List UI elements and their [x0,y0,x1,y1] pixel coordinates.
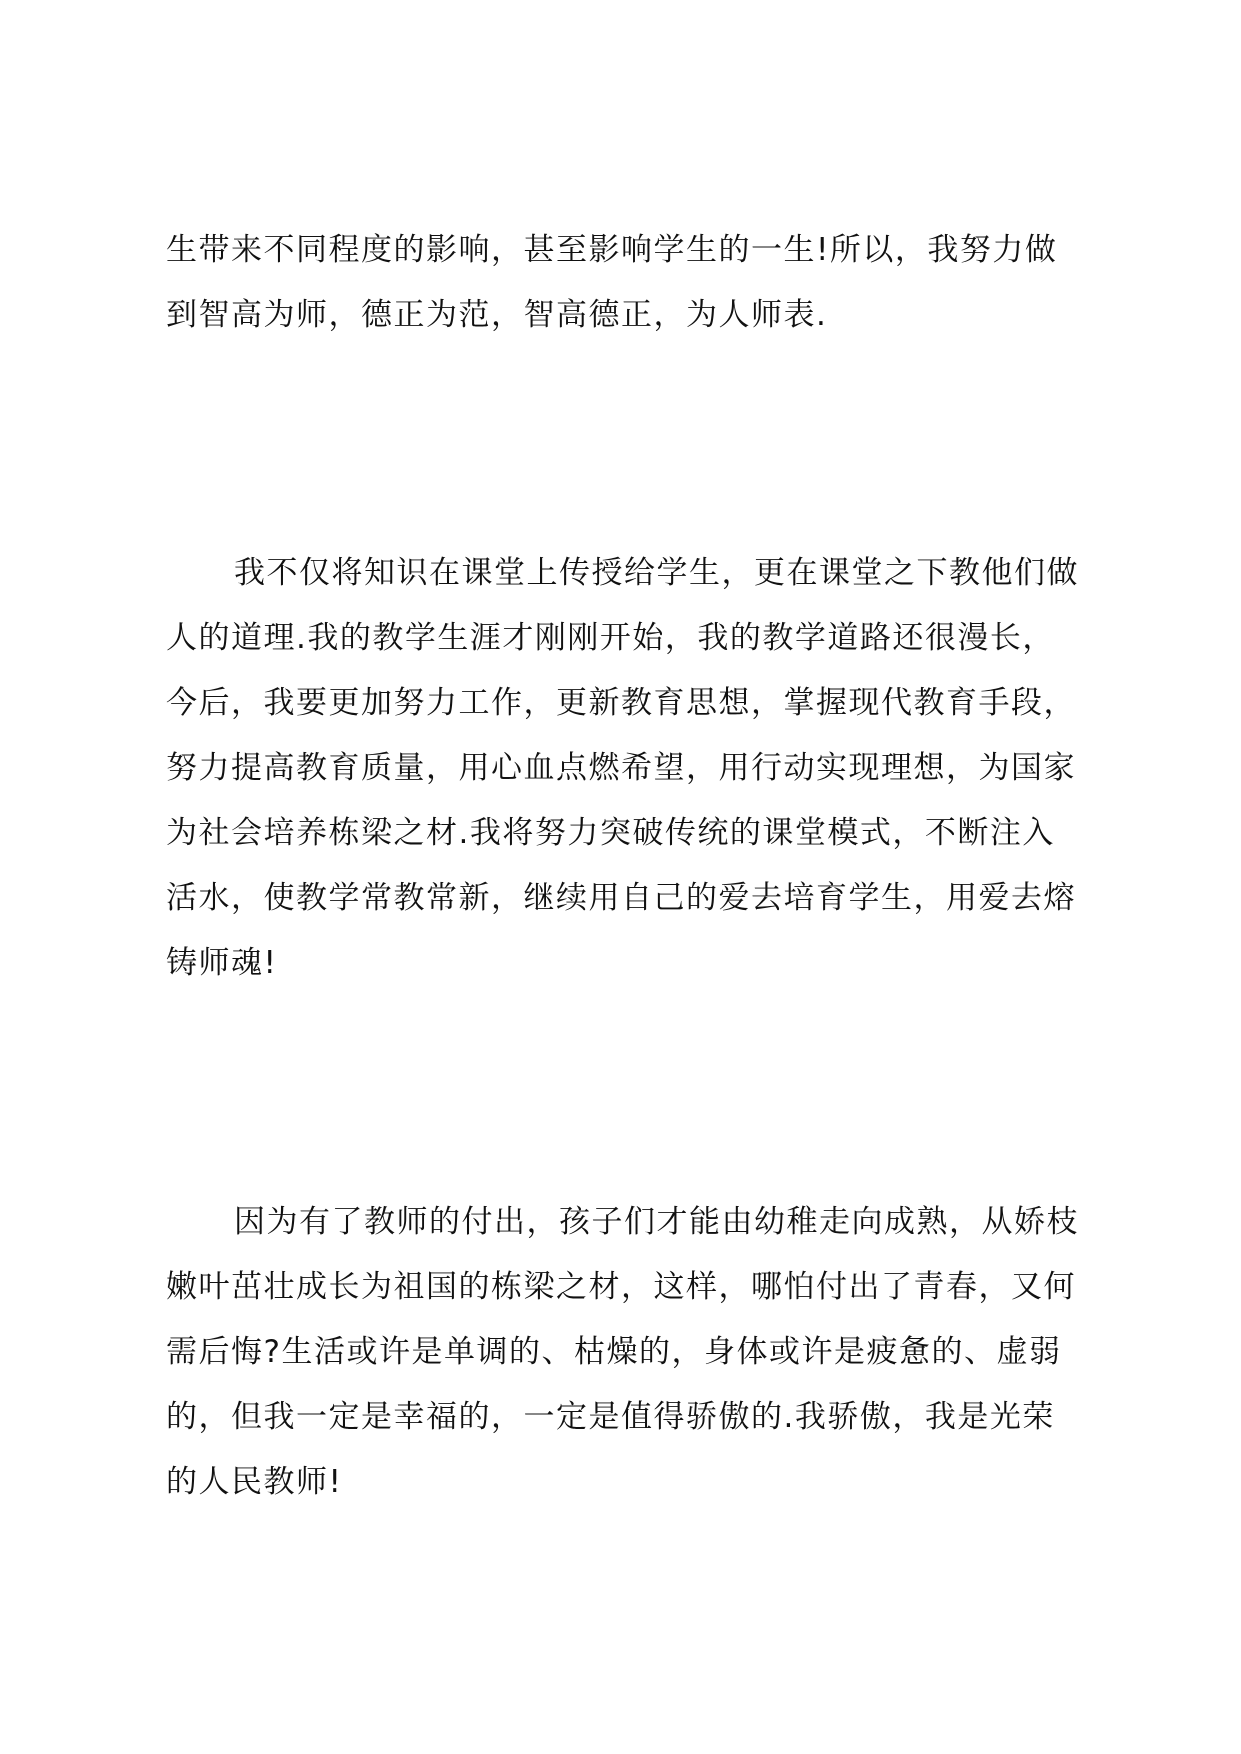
text-line: 的人民教师! [166,1464,343,1500]
text-line: 努力提高教育质量，用心血点燃希望，用行动实现理想，为国家 [166,750,1076,786]
text-line: 生带来不同程度的影响，甚至影响学生的一生!所以，我努力做 [166,232,1058,268]
text-line: 因为有了教师的付出，孩子们才能由幼稚走向成熟，从娇枝 [234,1204,1079,1240]
text-line: 今后，我要更加努力工作，更新教育思想，掌握现代教育手段， [166,685,1076,721]
text-line: 的，但我一定是幸福的，一定是值得骄傲的.我骄傲，我是光荣 [166,1399,1055,1435]
text-line: 我不仅将知识在课堂上传授给学生，更在课堂之下教他们做 [234,555,1079,591]
text-line: 铸师魂! [166,945,278,981]
text-line: 需后悔?生活或许是单调的、枯燥的，身体或许是疲惫的、虚弱 [166,1334,1062,1370]
text-line: 嫩叶茁壮成长为祖国的栋梁之材，这样，哪怕付出了青春，又何 [166,1269,1076,1305]
text-line: 到智高为师，德正为范，智高德正，为人师表. [166,297,828,333]
text-line: 为社会培养栋梁之材.我将努力突破传统的课堂模式，不断注入 [166,815,1055,851]
text-line: 活水，使教学常教常新，继续用自己的爱去培育学生，用爱去熔 [166,880,1076,916]
text-line: 人的道理.我的教学生涯才刚刚开始，我的教学道路还很漫长， [166,620,1055,656]
